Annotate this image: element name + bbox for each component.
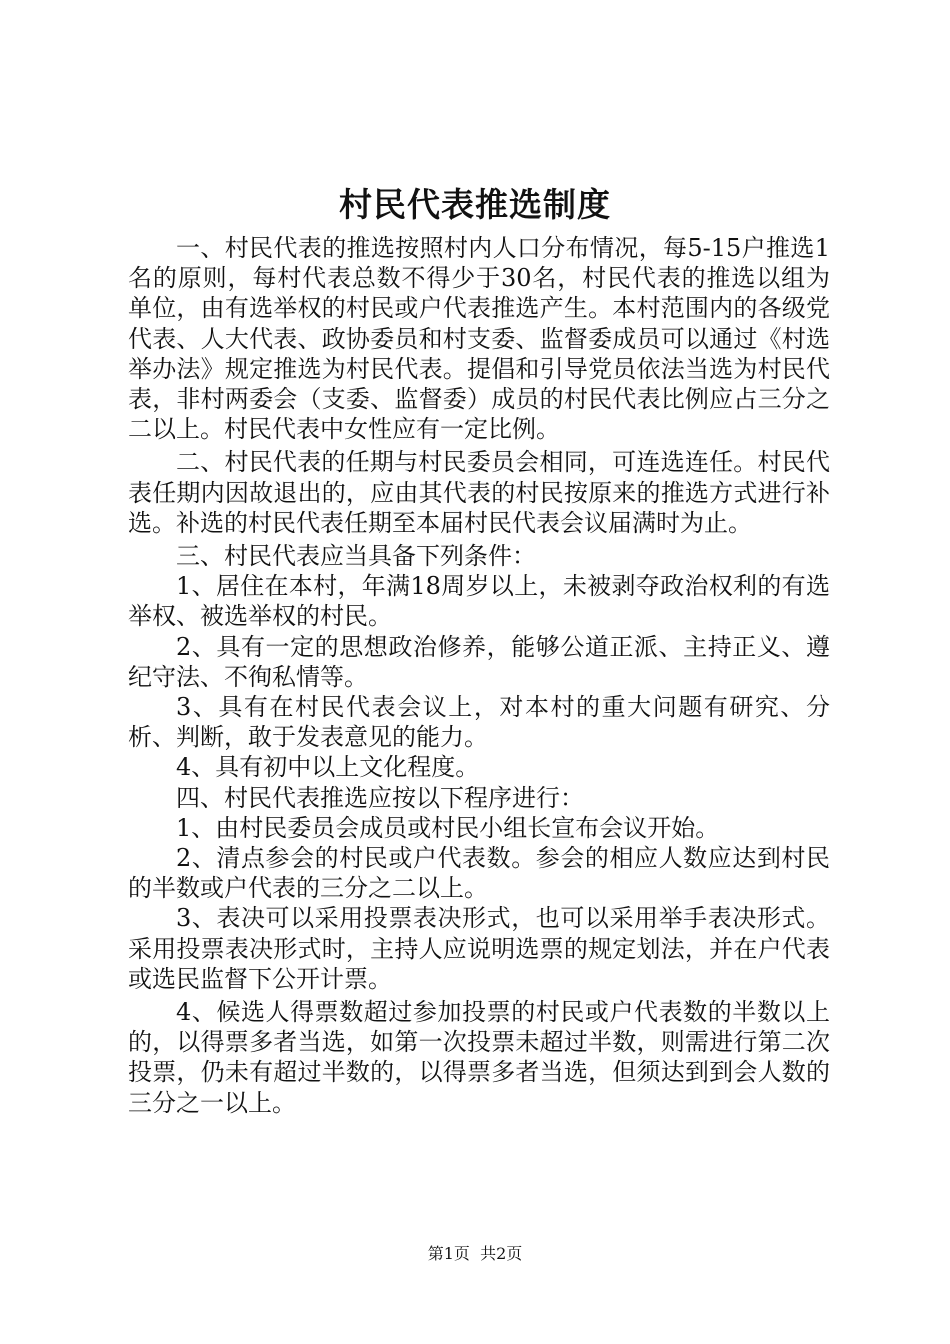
paragraph-8: 四、村民代表推选应按以下程序进行： [176, 783, 584, 812]
paragraph-7: 4、具有初中以上文化程度。 [176, 753, 480, 782]
paragraph-5: 2、具有一定的思想政治修养，能够公道正派、主持正义、遵纪守法、不徇私情等。 [128, 632, 830, 691]
paragraph-2: 二、村民代表的任期与村民委员会相同，可连选连任。村民代表任期内因故退出的，应由其代表的村民按原来的推选方式进行补选。补选的村民代表任期至本届村民代表会议届满时为止。 [128, 448, 830, 537]
document-body [128, 233, 830, 1118]
page-number-footer: 第1页 共2页 [427, 1244, 523, 1263]
paragraph-3: 三、村民代表应当具备下列条件： [176, 542, 536, 571]
paragraph-6: 3、具有在村民代表会议上，对本村的重大问题有研究、分析、判断，敢于发表意见的能力。 [128, 693, 830, 752]
document-title: 村民代表推选制度 [339, 185, 611, 224]
paragraph-11: 3、表决可以采用投票表决形式，也可以采用举手表决形式。采用投票表决形式时，主持人应说明选票的规定划法，并在户代表或选民监督下公开计票。 [128, 904, 830, 993]
paragraph-10: 2、清点参会的村民或户代表数。参会的相应人数应达到村民的半数或户代表的三分之二以上。 [128, 844, 830, 903]
paragraph-4: 1、居住在本村，年满18周岁以上，未被剥夺政治权利的有选举权、被选举权的村民。 [128, 572, 830, 631]
paragraph-1: 一、村民代表的推选按照村内人口分布情况，每5-15户推选1名的原则，每村代表总数不得少于30名，村民代表的推选以组为单位，由有选举权的村民或户代表推选产生。本村范围内的各级党代表、人大代表、政协委员和村支委、监督委成员可以通过《村选举办法》规定推选为村民代表。提倡和引导党员依法当选为村民代表，非村两委会（支委、监督委）成员的村民代表比例应占三分之二以上。村民代表中女性应有一定比例。 [128, 234, 830, 444]
paragraph-9: 1、由村民委员会成员或村民小组长宣布会议开始。 [176, 813, 720, 842]
paragraph-12: 4、候选人得票数超过参加投票的村民或户代表数的半数以上的，以得票多者当选，如第一次投票未超过半数，则需进行第二次投票，仍未有超过半数的，以得票多者当选，但须达到到会人数的三分之一以上。 [128, 998, 830, 1117]
